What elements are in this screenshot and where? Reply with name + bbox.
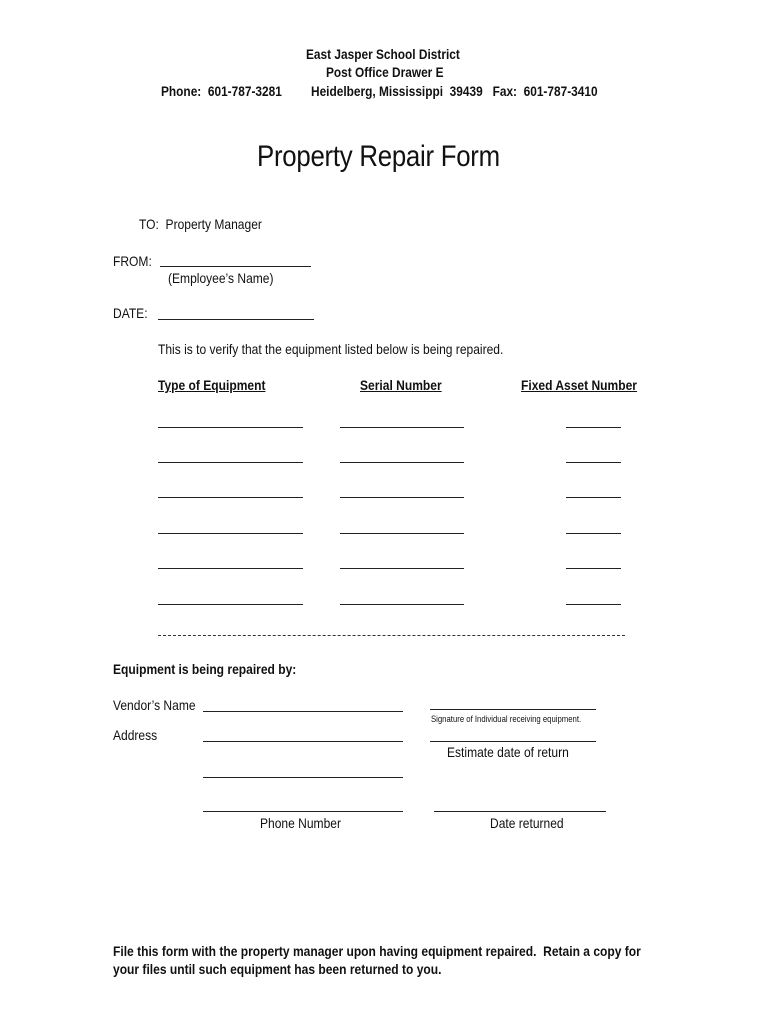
from-label: FROM: (113, 253, 152, 269)
asset-field[interactable] (566, 497, 621, 498)
footer-instruction-line2: your files until such equipment has been returned to you. (113, 961, 442, 977)
column-fixed-asset-number: Fixed Asset Number (521, 377, 637, 393)
signature-caption: Signature of Individual receiving equipment. (431, 714, 582, 724)
district-address-line2: Heidelberg, Mississippi 39439 Fax: 601-787-3410 (311, 84, 598, 99)
asset-field[interactable] (566, 462, 621, 463)
address-field-line1[interactable] (203, 741, 403, 742)
address-label: Address (113, 727, 158, 743)
serial-field[interactable] (340, 604, 464, 605)
type-field[interactable] (158, 533, 303, 534)
form-title: Property Repair Form (257, 140, 500, 173)
address-field-line2[interactable] (203, 777, 403, 778)
vendor-name-field[interactable] (203, 711, 403, 712)
district-name: East Jasper School District (306, 47, 460, 62)
serial-field[interactable] (340, 462, 464, 463)
serial-field[interactable] (340, 533, 464, 534)
signature-field[interactable] (430, 709, 596, 710)
cut-line-divider (158, 635, 625, 636)
estimate-caption: Estimate date of return (447, 744, 569, 760)
footer-instruction-line1: File this form with the property manager upon having equipment repaired. Retain a copy for (113, 943, 641, 959)
asset-field[interactable] (566, 568, 621, 569)
phone-field[interactable] (203, 811, 403, 812)
asset-field[interactable] (566, 427, 621, 428)
type-field[interactable] (158, 497, 303, 498)
column-serial-number: Serial Number (360, 377, 442, 393)
repaired-by-heading: Equipment is being repaired by: (113, 661, 297, 677)
from-field[interactable] (160, 266, 311, 267)
phone-caption: Phone Number (260, 815, 341, 831)
serial-field[interactable] (340, 427, 464, 428)
estimate-return-field[interactable] (430, 741, 596, 742)
column-type-of-equipment: Type of Equipment (158, 377, 266, 393)
serial-field[interactable] (340, 568, 464, 569)
date-returned-caption: Date returned (490, 815, 564, 831)
type-field[interactable] (158, 568, 303, 569)
date-label: DATE: (113, 305, 148, 321)
verify-text: This is to verify that the equipment listed below is being repaired. (158, 341, 504, 357)
date-field[interactable] (158, 319, 314, 320)
from-caption: (Employee’s Name) (168, 270, 274, 286)
date-returned-field[interactable] (434, 811, 606, 812)
district-address-line1: Post Office Drawer E (326, 65, 444, 80)
to-line: TO: Property Manager (139, 216, 262, 232)
asset-field[interactable] (566, 533, 621, 534)
district-phone: Phone: 601-787-3281 (161, 84, 282, 99)
type-field[interactable] (158, 462, 303, 463)
type-field[interactable] (158, 427, 303, 428)
serial-field[interactable] (340, 497, 464, 498)
asset-field[interactable] (566, 604, 621, 605)
vendor-label: Vendor’s Name (113, 697, 196, 713)
type-field[interactable] (158, 604, 303, 605)
